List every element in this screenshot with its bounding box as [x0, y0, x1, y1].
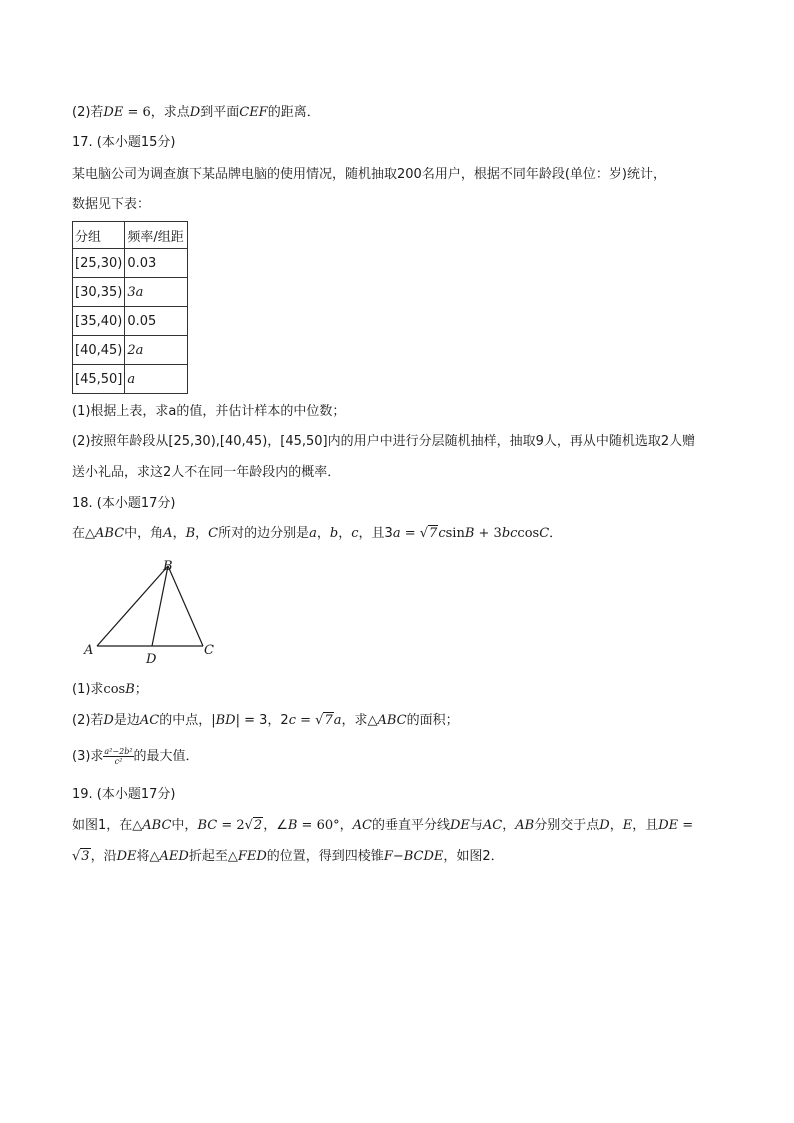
q19-t2: 与	[469, 818, 483, 833]
q19-line2	[72, 848, 504, 866]
table-header-group: 分组	[73, 222, 125, 249]
q19-eq: = 2	[217, 818, 245, 833]
q16-point-d: D	[189, 105, 201, 120]
fraction-denominator: c²	[114, 757, 123, 766]
table-cell-group: [25,30)	[73, 249, 125, 278]
q18-part2-pre: (2)若	[72, 713, 104, 728]
q19-l1-pre: 如图1，在	[72, 818, 133, 833]
q16-part2	[72, 104, 320, 122]
q18-part1	[72, 681, 148, 699]
q19-t3: ，	[502, 818, 516, 833]
q19-line1	[72, 817, 693, 835]
q18-stem-mid: 中，角	[124, 526, 164, 541]
table-row	[73, 278, 188, 307]
q18-eq-cos: cos	[517, 526, 540, 541]
q19-angle-symbol: ，∠	[263, 818, 288, 833]
q17-stem-line1: 某电脑公司为调查旗下某品牌电脑的使用情况，随机抽取200名用户，根据不同年龄段(单位：岁)统计，	[72, 167, 666, 182]
table-cell-group: [35,40)	[73, 307, 125, 336]
q19-triangle-abc: △ABC	[132, 818, 172, 833]
q18-part2-a: a	[333, 713, 342, 728]
q19-l2-t4: 的位置，得到四棱锥	[266, 849, 384, 864]
q18-part2-mid3: | = 3，2	[235, 713, 289, 728]
q17-part1: (1)根据上表，求a的值，并估计样本的中位数；	[72, 404, 346, 419]
q18-eq-c: c	[438, 526, 446, 541]
table-cell-group: [45,50]	[73, 365, 125, 394]
q18-part2-sqrt7: √7	[315, 713, 333, 728]
q18-part2-eq: =	[295, 713, 316, 728]
q19-l2-t5: ，如图2．	[443, 849, 504, 864]
vertex-label-b: B	[163, 559, 173, 574]
q18-eq-B: B	[464, 526, 475, 541]
table-header-row	[73, 222, 188, 249]
q19-t7: =	[678, 818, 694, 833]
q18-header: 18. (本小题17分)	[72, 496, 176, 511]
q16-eq: = 6	[123, 105, 151, 120]
q19-de: DE	[449, 818, 470, 833]
triangle-figure	[80, 558, 220, 668]
q19-l2-t3: 折起至	[188, 849, 228, 864]
q19-e: E	[622, 818, 633, 833]
q19-l2-t2: 将	[136, 849, 150, 864]
table-cell-value: 3a	[125, 278, 188, 307]
q18-part2-sqrt-radicand: 7	[324, 713, 333, 728]
table-row	[73, 249, 188, 278]
q19-t6: ，且	[632, 818, 659, 833]
vertex-label-c: C	[204, 643, 214, 658]
q19-triangle-fed: △FED	[227, 849, 267, 864]
table-row	[73, 336, 188, 365]
q19-d: D	[599, 818, 610, 833]
q19-l1-mid: 中，	[171, 818, 198, 833]
q16-var-de: DE	[103, 105, 124, 120]
q18-part1-cos: cos	[103, 682, 126, 697]
side-bc	[168, 566, 203, 646]
vertex-label-a: A	[84, 643, 94, 658]
q18-angle-b: B	[185, 526, 196, 541]
q17-stem-line2: 数据见下表：	[72, 197, 151, 212]
q19-sqrt2-radicand: 2	[253, 818, 263, 833]
table-row	[73, 365, 188, 394]
q18-side-c: c	[351, 526, 359, 541]
q18-part3-fraction	[103, 747, 133, 766]
segment-bd	[152, 566, 168, 646]
q16-text: ，求点	[150, 105, 190, 120]
table-cell-value: 0.03	[125, 249, 188, 278]
q18-eq-c2: c	[510, 526, 518, 541]
q19-de2: DE	[658, 818, 679, 833]
q18-part2-mid4: ，求	[341, 713, 368, 728]
q18-part2	[72, 712, 459, 730]
q18-eq-sin: sin	[445, 526, 465, 541]
q18-part2-d: D	[103, 713, 114, 728]
q18-side-a: a	[309, 526, 317, 541]
q18-angle-c: C	[208, 526, 219, 541]
q18-part2-ac: AC	[139, 713, 160, 728]
q18-eq-end: ．	[549, 526, 563, 541]
q19-sqrt3-radicand: 3	[81, 849, 90, 864]
q18-eq-C: C	[539, 526, 550, 541]
q19-triangle-aed: △AED	[149, 849, 189, 864]
q18-sqrt7: √7	[419, 526, 438, 541]
q19-l2-de: DE	[116, 849, 137, 864]
q18-part2-mid: 是边	[113, 713, 140, 728]
q18-part1-b: B	[125, 682, 135, 697]
fraction-numerator: a²−2b²	[104, 747, 133, 756]
q19-ac2: AC	[482, 818, 503, 833]
q18-sqrt-radicand: 7	[429, 526, 438, 541]
q18-part1-end: ；	[134, 682, 148, 697]
q18-eq-plus: + 3	[474, 526, 502, 541]
q17-part2-line1: (2)按照年龄段从[25,30),[40,45)，[45,50]内的用户中进行分层随机抽样，抽取9人，再从中随机选取2人赠	[72, 434, 696, 449]
q16-text2: 到平面	[200, 105, 240, 120]
q18-part2-mid2: 的中点，|	[159, 713, 216, 728]
q19-degree: = 60°，	[297, 818, 353, 833]
q18-part2-end: 的面积；	[406, 713, 459, 728]
q19-pyramid: F−BCDE	[383, 849, 444, 864]
q16-plane-cef: CEF	[239, 105, 268, 120]
table-cell-value: a	[125, 365, 188, 394]
q19-ab: AB	[515, 818, 535, 833]
q16-suffix: 的距离．	[267, 105, 320, 120]
q18-part2-bd: BD	[215, 713, 236, 728]
q19-t5: ，	[609, 818, 623, 833]
q19-header: 19. (本小题17分)	[72, 787, 176, 802]
q18-eq-a: a	[392, 526, 401, 541]
frequency-table	[72, 221, 188, 394]
q18-side-b: b	[329, 526, 339, 541]
q17-header: 17. (本小题15分)	[72, 135, 176, 150]
q18-part3-end: 的最大值．	[133, 749, 199, 764]
side-ab	[97, 566, 168, 646]
q19-l2-t1: ，沿	[90, 849, 117, 864]
q16-part2-prefix: (2)若	[72, 105, 104, 120]
q18-part2-c: c	[288, 713, 296, 728]
q18-eq-sign: =	[400, 526, 420, 541]
q17-part2-line2: 送小礼品，求这2人不在同一年龄段内的概率．	[72, 465, 341, 480]
table-cell-group: [30,35)	[73, 278, 125, 307]
table-cell-value: 2a	[125, 336, 188, 365]
q18-part3	[72, 744, 199, 770]
q18-triangle-abc: △ABC	[85, 526, 125, 541]
q18-stem-mid2: 所对的边分别是	[218, 526, 310, 541]
q19-sqrt3: √3	[72, 849, 90, 864]
q19-sqrt2: √2	[244, 818, 263, 833]
q18-angle-a: A	[163, 526, 173, 541]
q19-t4: 分别交于点	[534, 818, 600, 833]
q18-stem: 在△ABC中，角A，B，C所对的边分别是a，b，c，且3a = √7csinB + 3bccosC．	[72, 526, 563, 541]
q19-ac: AC	[352, 818, 372, 833]
table-header-freq: 频率/组距	[125, 222, 188, 249]
table-cell-group: [40,45)	[73, 336, 125, 365]
table-cell-value: 0.05	[125, 307, 188, 336]
q18-stem-mid3: ，且3	[358, 526, 393, 541]
q18-eq-b: b	[501, 526, 511, 541]
q18-stem-pre: 在	[72, 526, 86, 541]
q18-part2-triangle: △ABC	[367, 713, 407, 728]
q19-t1: 的垂直平分线	[371, 818, 450, 833]
q19-bc: BC	[197, 818, 218, 833]
q19-angle-b: B	[287, 818, 298, 833]
q18-part1-pre: (1)求	[72, 682, 104, 697]
table-row	[73, 307, 188, 336]
q18-part3-pre: (3)求	[72, 749, 104, 764]
point-label-d: D	[146, 652, 157, 667]
